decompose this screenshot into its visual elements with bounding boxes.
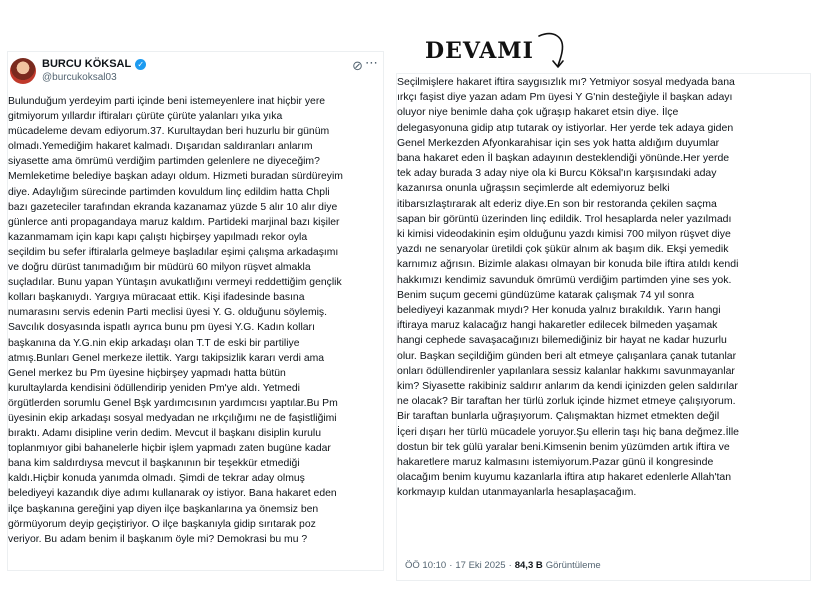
author-handle[interactable]: @burcukoksal03 [42, 72, 117, 83]
avatar[interactable] [10, 58, 36, 84]
post-time[interactable]: ÖÖ 10:10 [405, 560, 447, 571]
author-name-row [42, 58, 146, 70]
grok-icon[interactable]: ⊘ [352, 58, 363, 73]
curved-arrow-icon [535, 28, 573, 72]
post-header [8, 52, 383, 88]
author-name[interactable]: BURCU KÖKSAL [42, 58, 132, 70]
views-label: Görüntüleme [545, 560, 601, 571]
meta-separator: · [508, 560, 512, 571]
post-date[interactable]: 17 Eki 2025 [455, 560, 506, 571]
views-count: 84,3 B [514, 560, 543, 571]
post-text: Bulunduğum yerdeyim parti içinde beni istemeyenlere inat hiçbir yere gitmiyorum yıllardır iftiraları çürüte çürüte yalanları yıka yıka mücadeleme devam ediyorum.37. Kurultaydan beri huzurlu bir günüm olmadı.Yemediğim hakaret kalmadı. Dışarıdan saldıranları anlarım siyasette ama ömrümü verdiğim partimden gelenlere ne diyeceğim? Memleketime belediye başkan adayı oldum. Hizmeti buradan sürdüreyim diye. Adaylığım sürecinde partimden kovuldum linç edildim hatta Chpli bazı gazeteciler tarafından ekranda kazanamaz yüzde 5 alır 10 alır diye günlerce anti propagandaya maruz kaldım. Partideki marjinal bazı kişiler kazanmamam için kapı kapı çalıştı hiçbirşey yapılmadı rekor oyla seçildim bu sefer iftiralarla gelmeye başladılar eşimi çalışma arkadaşımı ve doğru dürüst tanımadığım bir müdürü 60 milyon rüşvet almakla suçladılar. Bunu yapan Yüntaşın avukatlığını vermeyi reddettiğim gençlik kolları başkanıydı. Yargıya müracaat ettik. Kişi ifadesinde basına numarasını servis edenin Parti meclisi üyesi Y. G. olduğunu söylemiş. Savcılık dosyasında ispatlı ayrıca bunu pm üyesi Y.G. Kadın kolları başkanına da Y.G.nin ekip arkadaşı olan T.T de eski bir partiliye atmış.Bunları Genel merkeze ilettik. Yargı takipsizlik kararı verdi ama Genel merkez bu Pm üyesine hiçbirşey yapmadı hatta bütün kurultaylarda kendisini ödüllendirip yeniden Pm'ye aldı. Yetmedi örgütlerden sorumlu Genel Bşk yardımcısının yardımcısı yaptılar.Bu Pm üyesinin ekip arkadaşı sosyal medyadan ne ırkçılığımı ne de faşistliğimi bıraktı. Adamı disipline verin dedim. Mevcut il başkanı disiplin kurulu toplanmıyor gibi bahanelerle hiçbir işlem yapmadı zaten bugüne kadar bana kim saldırdıysa mevcut il başkanının bir teşekkür etmediği kaldı.Hiçbir konuda yanımda olmadı. Şimdi de tekrar aday olmuş belediyeyi kazandık diye adımı kullanarak oy istiyor. Bana hakaret eden ilçe başkanına gereğini yap diyen ilçe başkanlarına ya önemsiz ben görmüyorum deyip geçiştiriyor. O ilçe başkanıyla gidip sırıtarak poz veriyor. Bu adam benim il başkanım öyle mi? Demokrasi bu mu ? [8, 96, 343, 545]
meta-separator: · [449, 560, 453, 571]
right-post [397, 74, 810, 580]
verified-badge-icon: ✓ [135, 59, 146, 70]
more-options-icon[interactable]: ⋯ [365, 55, 379, 70]
continuation-label: DEVAMI [425, 38, 534, 64]
post-text: Seçilmişlere hakaret iftira saygısızlık mı? Yetmiyor sosyal medyada bana ırkçı faşist diye yazan adam Pm üyesi Y G'nin desteğiyle il başkan adayı oluyor niye benimle daha çok uğraşıp hakaret etsin diye. İlçe delegasyonuna gidip atıp tutarak oy istiyorlar. Her yerde tek adaya giden Genel Merkezden Afyonkarahisar için ses yok hatta aldığım duyumlar bana hakaret eden İl başkan adayının desteklendiği yönünde.Her yerde tek aday burada 3 aday niye ola ki Burcu Köksal'ın karşısındaki aday kazanırsa onunla uğraşsın seçimlerde alt edemiyoruz belki itibarsızlaştırarak alt ederiz diye.En son bir restoranda çekilen saçma sapan bir görüntü üzerinden linç edildik. Trol hesaplarda neler yazılmadı ki kimisi videodakinin eşim olduğunu yazdı kimisi 700 milyon rüşvet diye yazdı ne senaryolar üretildi çok şükür alnım ak başım dik. Ekşi yemedik karnımız ağrısın. Bizimle alakası olmayan bir konuda bile iftira atıldı kendi hakkımızı kendimiz savunduk ömrümü verdiğim partimden yine ses yok. Benim suçum gecemi gündüzüme katarak çalışmak 74 yıl sonra belediyeyi kazanmak mıydı? Her konuda yalnız bırakıldık. Yarın hangi iftiraya maruz kalacağız hangi hakaretler edilecek bilmeden yaşamak hangi cephede savaşacağınızı bilemediğiniz bir hayat ne kadar huzurlu olur. Başkan seçildiğim günden beri alt etmeye çalışanlara çanak tutanlar onları ödüllendirenler yapılanlara sessiz kalanlar hakkımı savunmayanlar kim? Siyasette rakibiniz saldırır anlarım da kendi içinizden gelen saldırılar ne olacak? Bir taraftan her türlü zorluk içinde hizmet etmeye çalışıyorum. Bir taraftan bunlarla uğraşıyorum. Çalışmaktan hizmet etmekten değil İçeri dışarı her türlü mücadele yoruyor.Şu ellerin taşı hiç bana değmez.İlle dostun bir tek gülü yaralar beni.Kimsenin benim yüzümden artık iftira ve hakaretlere maruz kalmasını istemiyorum.Pazar günü il kongresinde olacağım benim kuyumu kazanlarla iftira atıp hakaret edenlerle Allah'tan korkmayıp kuldan utanmayanlarla hesaplaşacağım. [397, 76, 740, 499]
left-post [8, 52, 383, 570]
post-meta [405, 560, 601, 571]
